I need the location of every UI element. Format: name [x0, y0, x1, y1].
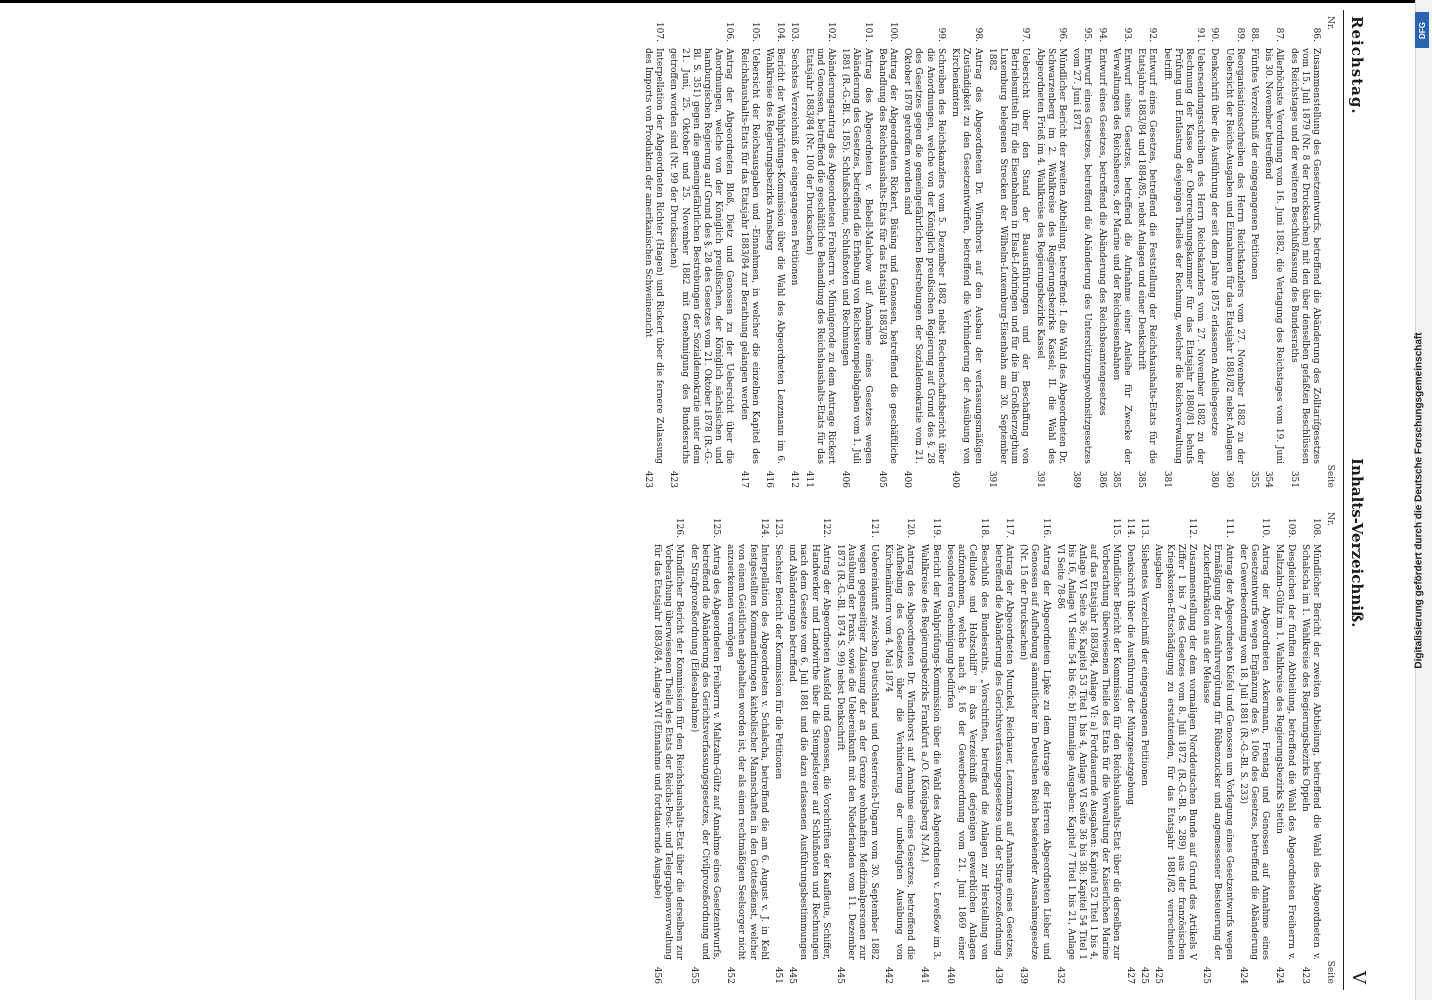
entry-text: Uebersicht der Reichsausgaben und -Einnahmen, in welcher die einzelnen Kapitel des Reichshaushalts-Etats für das Etatsjahr 1883/84 zur Berathung gelangen werden: [738, 48, 760, 464]
entry-page: 412: [789, 470, 800, 488]
toc-entry: [992, 512, 1014, 984]
entry-number: 109.: [1285, 517, 1296, 538]
entry-number: 122.: [820, 517, 831, 538]
entry-text: Schreiben des Reichskanzlers vom 5. Dezember 1882 nebst Rechenschaftsbericht über die Anordnungen, welche von der Königlich preußischen Regierung auf Grund des §. 28 des Gesetzes gegen die gemeingefährlichen Bestrebungen der Sozialdemokratie vom 21. Oktober 1878 getroffen worden sind: [902, 48, 946, 464]
toc-entry: [642, 16, 664, 488]
entry-text: Sechstes Verzeichniß der eingegangenen Petitionen: [789, 48, 800, 286]
entry-text: Mündlicher Bericht der Kommission für den Reichshaushalts-Etat über die derselben zur Vorberathung überwiesenen Theile des Etats der Reichs-Post- und Telegraphenverwaltung für das Etatsjahr 1883/84, Anlage XVI (Einnahme und fortdauernde Ausgabe): [652, 544, 685, 960]
entry-text: Uebersendungsschreiben des Herrn Reichskanzlers vom 27. November 1882 zu der Rechnung der Kasse der Oberrechnungskammer für das Etatsjahr 1880/81 behufs Prüfung und Entlastung desjenigen Theiles der Rechnung, welcher die Reichsverwaltung betrifft: [1161, 48, 1206, 464]
toc-entry: [1070, 16, 1092, 488]
entry-page: 425: [1153, 966, 1164, 984]
column-header: [1325, 512, 1335, 984]
toc-entry: [949, 16, 983, 488]
entry-page: 385: [1136, 470, 1147, 488]
toc-entry: [986, 16, 1031, 488]
entry-page: 391: [986, 470, 997, 488]
entry-page: 406: [840, 470, 851, 488]
entry-text: Antrag der Abgeordneten Ausfeld und Genossen, die Vorschriften der Kaufleute, Schiffer, Handwerker und Landwirthe über die Stempelsteuer auf Schlußnoten und Rechnungen nach dem Gesetze vom 6. Juli 1881 und die dazu erlassenen Ausführungsbestimmungen und Abänderungen betreffend: [787, 544, 831, 960]
entry-number: 115.: [1110, 517, 1121, 538]
toc-entry: [1095, 16, 1106, 488]
entry-number: 95.: [1082, 27, 1093, 42]
column-header: [1325, 16, 1335, 488]
left-entry-list: [642, 16, 1321, 488]
digitization-credit: [1408, 0, 1430, 1000]
entry-page: 385: [1110, 470, 1121, 488]
entry-page: 405: [876, 470, 887, 488]
entry-number: 90.: [1209, 27, 1220, 42]
toc-entry: [839, 16, 873, 488]
entry-page: 427: [1124, 966, 1135, 984]
entry-number: 91.: [1195, 27, 1206, 42]
entry-number: 97.: [1020, 27, 1031, 42]
entry-number: 99.: [935, 27, 946, 42]
toc-entry: [802, 16, 836, 488]
toc-entry: [1299, 512, 1321, 984]
entry-number: 108.: [1311, 517, 1321, 538]
entry-page: 445: [787, 966, 798, 984]
right-entry-list: [651, 512, 1321, 984]
toc-entry: [651, 512, 685, 984]
entry-number: 117.: [1003, 517, 1014, 538]
entry-page: 400: [950, 470, 961, 488]
entry-text: Allerhöchste Verordnung vom 16. Juni 1882, die Vertagung des Reichstages vom 19. Juni bis 30. November betreffend: [1263, 48, 1285, 464]
nr-label: Nr.: [1325, 512, 1335, 527]
entry-page: 423: [643, 470, 654, 488]
entry-number: 88.: [1248, 27, 1259, 42]
entry-text: Antrag des Abgeordneten Freiherrn v. Maltzahn-Gültz auf Annahme eines Gesetzentwurfs, betreffend die Abänderung des Gerichtsverfassungsgesetzes, der Civilprozeßordnung und der Strafprozeßordnung (Eidesabnahme): [688, 544, 722, 960]
entry-text: Denkschrift über die Ausführung der seit dem Jahre 1875 erlassenen Anleihegesetze: [1209, 48, 1220, 436]
entry-number: 126.: [674, 517, 685, 538]
entry-page: 456: [652, 966, 663, 984]
toc-entry: [1135, 16, 1157, 488]
toc-entry: [1160, 16, 1205, 488]
entry-text: Entwurf eines Gesetzes, betreffend die Aufnahme einer Anleihe für Zwecke der Verwaltungen des Reichsheeres, der Marine und der Reichseisenbahnen: [1110, 48, 1132, 464]
entry-text: Uebersicht über den Stand der Bauausführungen und der Beschaffung von Betriebsmitteln für die Eisenbahnen in Elsaß-Lothringen und für die im Großherzogthum Luxemburg belegenen Strecken der Wilhelm-Luxemburg-Eisenbahn am 30. September 1882: [986, 48, 1031, 464]
entry-page: 440: [944, 966, 955, 984]
entry-page: 423: [668, 470, 679, 488]
entry-page: 354: [1263, 470, 1274, 488]
entry-page: 452: [725, 966, 736, 984]
entry-page: 425: [1139, 966, 1150, 984]
toc-entry: [786, 512, 831, 984]
entry-page: 424: [1237, 966, 1248, 984]
toc-entry: [1124, 512, 1135, 984]
entry-text: Mündlicher Bericht der zweiten Abtheilung, betreffend: I. die Wahl des Abgeordneten Dr. Schwarzenberg im 2. Wahlkreise des Regierungsbezirks Kassel; II. die Wahl des Abgeordneten Frieß im 4. Wahlkreise des Regierungsbezirks Kassel: [1034, 48, 1067, 464]
toc-entry: [667, 16, 734, 488]
entry-number: 113.: [1139, 517, 1150, 538]
nr-label: Nr.: [1325, 16, 1335, 31]
header-title: Inhalts-Verzeichniß.: [1348, 458, 1366, 628]
page-label: Seite: [1325, 464, 1335, 488]
credit-text: Digitalisierung gefördert durch die Deutsche Forschungsgemeinschaft: [1413, 331, 1425, 669]
entry-page: 381: [1161, 470, 1172, 488]
header-left: Reichstag.: [1348, 16, 1366, 115]
toc-entry: [1138, 512, 1149, 984]
entry-number: 102.: [826, 21, 837, 42]
entry-text: Entwurf eines Gesetzes, betreffend die Feststellung der Reichshaushalts-Etats für die Etatsjahre 1883/84 und 1884/85, nebst Anlagen und einer Denkschrift: [1136, 48, 1158, 464]
entry-number: 121.: [868, 517, 879, 538]
entry-number: 114.: [1124, 517, 1135, 538]
entry-number: 110.: [1260, 517, 1271, 538]
entry-text: Antrag der Abgeordneten Rickert, Büsing und Genossen, betreffend die geschäftliche Behandlung des Reichshaushalts-Etats für das Etatsjahr 1883/84: [876, 48, 899, 464]
entry-page: 439: [1018, 966, 1029, 984]
entry-number: 104.: [775, 21, 786, 42]
toc-entry: [1248, 16, 1259, 488]
entry-text: Mündlicher Bericht der Kommission für den Reichshaushalts-Etat über die derselben zur Vorberathung überwiesenen Theile des Etats für die Verwaltung der Kaiserlichen Marine auf das Etatsjahr 1883/84, Anlage VI: a) Fortdauernde Ausgaben: Kapitel 52 Titel 1 bis 4, Anlage VI Seite 36; Kapitel 53 Titel 1 bis 4, Anlage VI Seite 36 bis 38; Kapitel 54 Titel 1 bis 16, Anlage VI Seite 54 bis 66; b) Einmalige Ausgaben: Kapitel 7 Titel 1 bis 21, Anlage VI Seite 78-86: [1054, 544, 1121, 960]
toc-entry: [876, 16, 898, 488]
entry-page: 400: [902, 470, 913, 488]
entry-page: 389: [1071, 470, 1082, 488]
entry-text: Desgleichen der fünften Abtheilung, betreffend die Wahl des Abgeordneten Freiherrn v. Maltzahn-Gültz im 1. Wahlkreise des Regierungsbezirks Stettin: [1274, 544, 1296, 960]
entry-page: 351: [1288, 470, 1299, 488]
toc-entry: [1110, 16, 1132, 488]
toc-entry: [1262, 16, 1284, 488]
entry-page: 439: [992, 966, 1003, 984]
toc-entry: [724, 512, 769, 984]
entry-number: 124.: [758, 517, 769, 538]
entry-text: Interpellation der Abgeordneten Richter (Hagen) und Rickert über die fernere Zulassung des Imports von Produkten der amerikanischen Schweinezucht: [643, 48, 665, 464]
entry-number: 103.: [789, 21, 800, 42]
entry-text: Bericht der Wahlprüfungs-Kommission über die Wahl des Abgeordneten Lenzmann im 6. Wahlkreise des Regierungsbezirks Arnsberg: [764, 48, 786, 464]
entry-text: Antrag der Abgeordneten Ackermann, Frentag und Genossen auf Annahme eines Gesetzentwurfs wegen Ergänzung des §. 100e des Gesetzes, betreffend die Abänderung der Gewerbeordnung vom 18. Juli 1881 (R.-G.-Bl. S. 233): [1237, 544, 1271, 960]
entry-text: Abänderungsantrag des Abgeordneten Freiherrn v. Minnigerode zu dem Antrage Rickert und Genossen, betreffend die geschäftliche Behandlung des Reichshaushalts-Etats für das Etatsjahr 1883/84 (Nr. 100 der Drucksachen): [803, 48, 837, 464]
toc-entry: [944, 512, 989, 984]
entry-page: 386: [1096, 470, 1107, 488]
toc-entry: [1237, 512, 1271, 984]
entry-page: 445: [835, 966, 846, 984]
entry-text: Zusammenstellung des Gesetzentwurfs, betreffend die Abänderung des Zolltarifgesetzes vom 15. Juli 1879 (Nr. 8 der Drucksachen) mit den über denselben gefaßten Beschlüssen des Reichstages und der weiteren Beschlußfassung des Bundesraths: [1288, 48, 1321, 464]
toc-entry: [1287, 16, 1321, 488]
entry-text: Mündlicher Bericht der zweiten Abtheilung, betreffend die Wahl des Abgeordneten v. Schalscha im 1. Wahlkreise des Regierungsbezirks Oppeln: [1299, 544, 1321, 960]
toc-entry: [882, 512, 916, 984]
page-number-roman: V: [1348, 970, 1369, 984]
toc-entry: [1273, 512, 1295, 984]
entry-text: Beschluß des Bundesraths, „Vorschriften, betreffend die Anlagen zur Herstellung von Cellulose und Holzschliff“ in das Verzeichniß derjenigen gewerblichen Anlagen aufzunehmen, welche nach §. 16 der Gewerbeordnung vom 21. Juni 1869 einer besonderen Genehmigung bedürfen: [944, 544, 989, 960]
entry-page: 442: [882, 966, 893, 984]
entry-page: 425: [1201, 966, 1212, 984]
entry-text: Uebereinkunft zwischen Deutschland und Oesterreich-Ungarn vom 30. September 1882 wegen gegenseitiger Zulassung der an der Grenze wohnhaften Medizinalpersonen zur Ausübung der Praxis, sowie die Uebereinkunft mit den Niederlanden vom 11. Dezember 1873 (R.-G.-Bl. 1874 S. 99) nebst Denkschrift: [835, 544, 879, 960]
entry-text: Fünftes Verzeichniß der eingegangenen Petitionen: [1248, 48, 1259, 280]
entry-page: 391: [1034, 470, 1045, 488]
entry-number: 107.: [654, 21, 665, 42]
entry-number: 98.: [972, 27, 983, 42]
entry-number: 100.: [888, 21, 899, 42]
toc-entry: [1054, 512, 1121, 984]
entry-text: Siebentes Verzeichniß der eingegangenen Petitionen: [1139, 544, 1150, 786]
entry-text: Sechster Bericht der Kommission für die Petitionen: [773, 544, 784, 780]
entry-page: 432: [1054, 966, 1065, 984]
entry-page: 441: [919, 966, 930, 984]
entry-text: Bericht der Wahlprüfungs-Kommission über die Wahl des Abgeordneten v. Leveßow im 3. Wahlkreise des Regierungsbezirks Frankfurt a./O. (Königsberg N./M.): [919, 544, 941, 960]
entry-number: 106.: [724, 21, 735, 42]
toc-entry: [1200, 512, 1234, 984]
entry-number: 116.: [1040, 517, 1051, 538]
toc-entry: [901, 16, 946, 488]
entry-text: Antrag der Abgeordneten Kiefel und Genossen um Vorlegung eines Gesetzentwurfs wegen Ermäßigung der Ausfuhrvergütung für Rübenzucker und angemessener Besteuerung der Zuckerfabrikation aus der Melasse: [1201, 544, 1234, 960]
toc-entry: [1222, 16, 1244, 488]
entry-page: 417: [738, 470, 749, 488]
toc-entry: [1017, 512, 1051, 984]
entry-page: 455: [688, 966, 699, 984]
toc-entry: [788, 16, 799, 488]
entry-number: 111.: [1223, 517, 1234, 538]
entry-page: 411: [803, 470, 814, 488]
entry-number: 89.: [1234, 27, 1245, 42]
entry-page: 424: [1274, 966, 1285, 984]
page-label: Seite: [1325, 960, 1335, 984]
toc-entry: [834, 512, 879, 984]
entry-text: Denkschrift über die Ausführung der Münzgesetzgebung: [1124, 544, 1135, 805]
rotated-document-page: [38, 10, 1388, 990]
entry-number: 93.: [1121, 27, 1132, 42]
entry-number: 123.: [773, 517, 784, 538]
top-rule: [0, 0, 1432, 3]
entry-number: 112.: [1186, 517, 1197, 538]
entry-text: Antrag der Abgeordneten Munckel, Reichauer, Lenzmann auf Annahme eines Gesetzes, betreffend die Abänderung des Gerichtsverfassungsgesetzes und der Strafprozeßordnung: [992, 544, 1014, 960]
page-header: [1343, 10, 1388, 990]
entry-number: 87.: [1274, 27, 1285, 42]
toc-entry: [772, 512, 783, 984]
entry-number: 118.: [978, 517, 989, 538]
entry-number: 125.: [711, 517, 722, 538]
dfg-logo: DFG: [1415, 12, 1429, 48]
entry-page: 423: [1299, 966, 1310, 984]
toc-entry: [1208, 16, 1219, 488]
toc-entry: [687, 512, 721, 984]
toc-entry: [1033, 16, 1067, 488]
entry-page: 355: [1248, 470, 1259, 488]
entry-text: Entwurf eines Gesetzes, betreffend die Abänderung des Reichsbeamtengesetzes: [1096, 48, 1107, 416]
entry-number: 94.: [1096, 27, 1107, 42]
entry-page: 360: [1223, 470, 1234, 488]
entry-text: Antrag des Abgeordneten Dr. Windthorst auf den Ausbau der verfassungsmäßigen Zuständigkeit zu den Gesetzentwürfen, betreffend die Verhinderung der Ausübung von Kirchenämtern: [950, 48, 983, 464]
entry-text: Interpellation des Abgeordneten v. Schalscha, betreffend die am 6. August v. J. in Kehl festgestellten Kommandirungen katholischer Mannschaften in den Gottesdienst, welcher von einem Geistlichen abgehalten worden ist, der als einen rechtmäßigen Seelsorger nicht anzuerkennen vermögen: [725, 544, 769, 960]
entry-number: 86.: [1311, 27, 1321, 42]
entry-number: 120.: [905, 517, 916, 538]
entry-number: 101.: [862, 21, 873, 42]
entry-text: Entwurf eines Gesetzes, betreffend die Abänderung des Unterstützungswohnsitzgesetzes vom 27. Juni 1871: [1071, 48, 1093, 464]
entry-text: Antrag des Abgeordneten v. Bebell-Malchow auf Annahme eines Gesetzes wegen Abänderung des Gesetzes, betreffend die Erhebung von Reichsstempelabgaben vom 1. Juli 1881 (R.-G.-Bl. S. 185). Schlußscheine, Schlußnoten und Rechnungen: [840, 48, 873, 464]
entry-text: Zusammenstellung der dem vormaligen Norddeutschen Bunde auf Grund des Artikels V Ziffer 1 bis 7 des Gesetzes vom 8. Juli 1872 (R.-G.-Bl. S. 289) aus der französischen Kriegskosten-Entschädigung zu erstattenden, für das Etatsjahr 1881/82 verrechneten Ausgaben: [1153, 544, 1197, 960]
toc-entry: [1152, 512, 1197, 984]
entry-number: 105.: [749, 21, 760, 42]
toc-left-column: [639, 16, 1335, 488]
entry-number: 119.: [930, 517, 941, 538]
toc-columns: [639, 10, 1343, 990]
entry-text: Antrag der Abgeordneten Bloß, Dietz und Genossen zu der Uebersicht über die Anordnungen, welche von der Königlich preußischen, der Königlich sächsischen und hamburgischen Regierung auf Grund des §. 28 des Gesetzes vom 21. Oktober 1878 (R.-G.-Bl. S. 351) gegen die gemeingefährlichen Bestrebungen der Sozialdemokratie unter dem 21. Juni, 25. Oktober und 25. November 1882 mit Genehmigung des Bundesraths getroffen worden sind (Nr. 99 der Drucksachen): [668, 48, 735, 464]
toc-entry: [763, 16, 785, 488]
entry-text: Antrag der Abgeordneten Lipke zu dem Antrage der Herren Abgeordneten Lieber und Genossen auf Aufhebung sämmtlicher im Deutschen Reich bestehender Ausnahmegesetze (Nr. 15 der Drucksachen): [1018, 544, 1051, 960]
entry-page: 451: [773, 966, 784, 984]
toc-entry: [737, 16, 759, 488]
toc-entry: [918, 512, 940, 984]
entry-page: 416: [764, 470, 775, 488]
entry-page: 380: [1209, 470, 1220, 488]
entry-text: Antrag des Abgeordneten Dr. Windthorst auf Annahme eines Gesetzes, betreffend die Aufhebung des Gesetzes über die Verhinderung der unbefugten Ausübung von Kirchenämtern vom 4. Mai 1874: [882, 544, 916, 960]
entry-text: Reorganisationsschreiben des Herrn Reichskanzlers vom 27. November 1882 zu der Uebersicht der Reichs-Ausgaben und Einnahmen für das Etatsjahr 1881/82 nebst Anlagen: [1223, 48, 1245, 464]
entry-number: 92.: [1147, 27, 1158, 42]
toc-right-column: [639, 512, 1335, 984]
entry-number: 96.: [1056, 27, 1067, 42]
